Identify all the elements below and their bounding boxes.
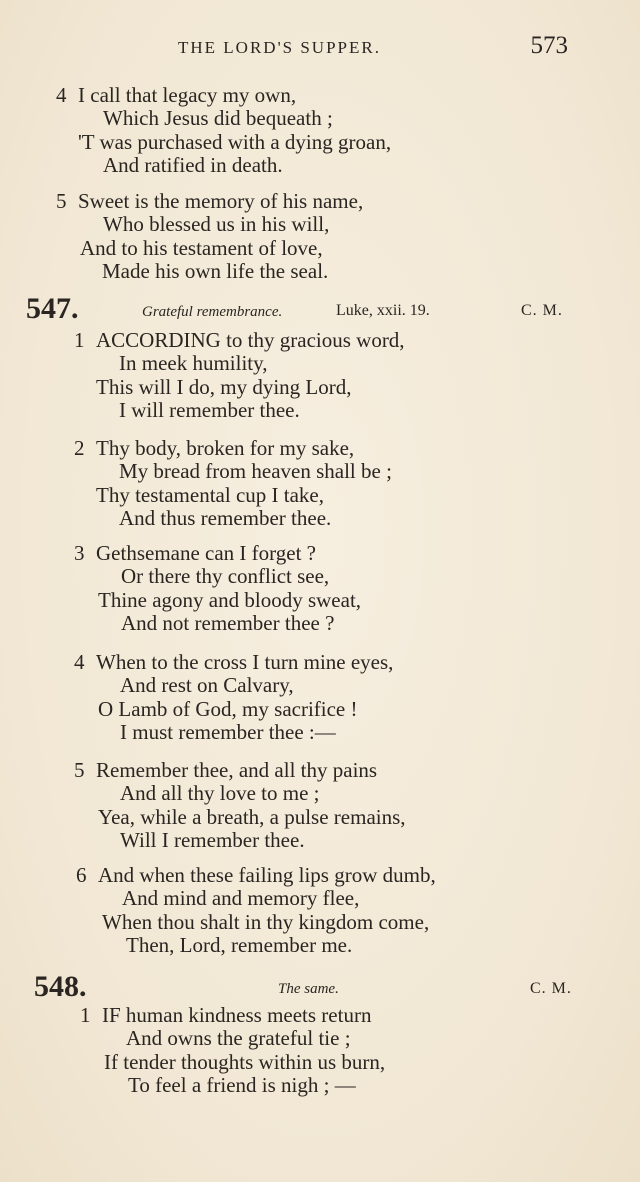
stanza-number: 3 bbox=[74, 541, 85, 565]
stanza-number: 2 bbox=[74, 436, 85, 460]
hymn-header bbox=[0, 292, 640, 332]
stanza bbox=[80, 1004, 385, 1097]
stanza bbox=[74, 651, 393, 744]
stanza-number: 5 bbox=[56, 189, 67, 213]
stanza-line: 3 Gethsemane can I forget ? bbox=[74, 541, 317, 565]
page-number: 573 bbox=[530, 32, 568, 59]
stanza-line: Who blessed us in his will, bbox=[103, 212, 330, 237]
stanza-line: Yea, while a breath, a pulse remains, bbox=[98, 804, 406, 829]
stanza-line: 5 Remember thee, and all thy pains bbox=[74, 758, 378, 782]
stanza-line: 1 ACCORDING to thy gracious word, bbox=[74, 328, 405, 352]
hymn-number: 547. bbox=[26, 292, 79, 325]
stanza-line: To feel a friend is nigh ; — bbox=[128, 1072, 356, 1097]
stanza-line: And owns the grateful tie ; bbox=[126, 1026, 351, 1051]
stanza-line: Made his own life the seal. bbox=[102, 258, 329, 283]
stanza-line: Which Jesus did bequeath ; bbox=[103, 106, 333, 131]
stanza-number: 4 bbox=[74, 650, 85, 674]
stanza bbox=[56, 190, 363, 283]
stanza-number: 4 bbox=[56, 83, 67, 107]
stanza-line: And all thy love to me ; bbox=[120, 781, 320, 806]
stanza bbox=[74, 542, 361, 635]
stanza bbox=[74, 437, 392, 530]
stanza-line: Thy testamental cup I take, bbox=[96, 482, 324, 507]
stanza-line: Thine agony and bloody sweat, bbox=[98, 587, 362, 612]
hymn-meter: C. M. bbox=[530, 980, 572, 997]
stanza-line: This will I do, my dying Lord, bbox=[96, 374, 352, 399]
stanza-number: 6 bbox=[76, 863, 87, 887]
stanza bbox=[76, 864, 436, 957]
stanza-line: And ratified in death. bbox=[103, 152, 283, 177]
stanza-line: And not remember thee ? bbox=[121, 610, 335, 635]
hymn-title: The same. bbox=[278, 981, 339, 997]
stanza-line: Or there thy conflict see, bbox=[121, 564, 330, 589]
stanza-line: Then, Lord, remember me. bbox=[126, 932, 353, 957]
stanza-line: And mind and memory flee, bbox=[122, 886, 360, 911]
stanza-line: 2 Thy body, broken for my sake, bbox=[74, 436, 355, 460]
stanza-line: And rest on Calvary, bbox=[120, 673, 294, 698]
stanza-line: 6 And when these failing lips grow dumb, bbox=[76, 863, 436, 887]
stanza-line: When thou shalt in thy kingdom come, bbox=[102, 909, 430, 934]
stanza bbox=[74, 759, 406, 852]
stanza-line: 4 When to the cross I turn mine eyes, bbox=[74, 650, 394, 674]
stanza-line: 'T was purchased with a dying groan, bbox=[78, 129, 392, 154]
stanza-line: I must remember thee :— bbox=[120, 719, 336, 744]
hymn-meter: C. M. bbox=[521, 302, 563, 319]
stanza-line: And to his testament of love, bbox=[80, 235, 323, 260]
stanza-line: 1 IF human kindness meets return bbox=[80, 1003, 372, 1027]
stanza-number: 5 bbox=[74, 758, 85, 782]
stanza-line: And thus remember thee. bbox=[119, 505, 332, 530]
hymn-title: Grateful remembrance. bbox=[142, 304, 283, 320]
stanza-line: 5 Sweet is the memory of his name, bbox=[56, 189, 364, 213]
running-head: THE LORD'S SUPPER. bbox=[178, 38, 381, 57]
scripture-reference: Luke, xxii. 19. bbox=[336, 302, 430, 319]
stanza bbox=[74, 329, 405, 422]
stanza-line: In meek humility, bbox=[119, 351, 268, 376]
stanza-line: I will remember thee. bbox=[119, 397, 300, 422]
stanza-line: My bread from heaven shall be ; bbox=[119, 459, 392, 484]
stanza-number: 1 bbox=[74, 328, 85, 352]
stanza-line: If tender thoughts within us burn, bbox=[104, 1049, 386, 1074]
hymn-number: 548. bbox=[34, 970, 87, 1003]
stanza-line: Will I remember thee. bbox=[120, 827, 305, 852]
stanza-line: 4 I call that legacy my own, bbox=[56, 83, 297, 107]
stanza-line: O Lamb of God, my sacrifice ! bbox=[98, 696, 358, 721]
stanza-number: 1 bbox=[80, 1003, 91, 1027]
stanza bbox=[56, 84, 391, 177]
